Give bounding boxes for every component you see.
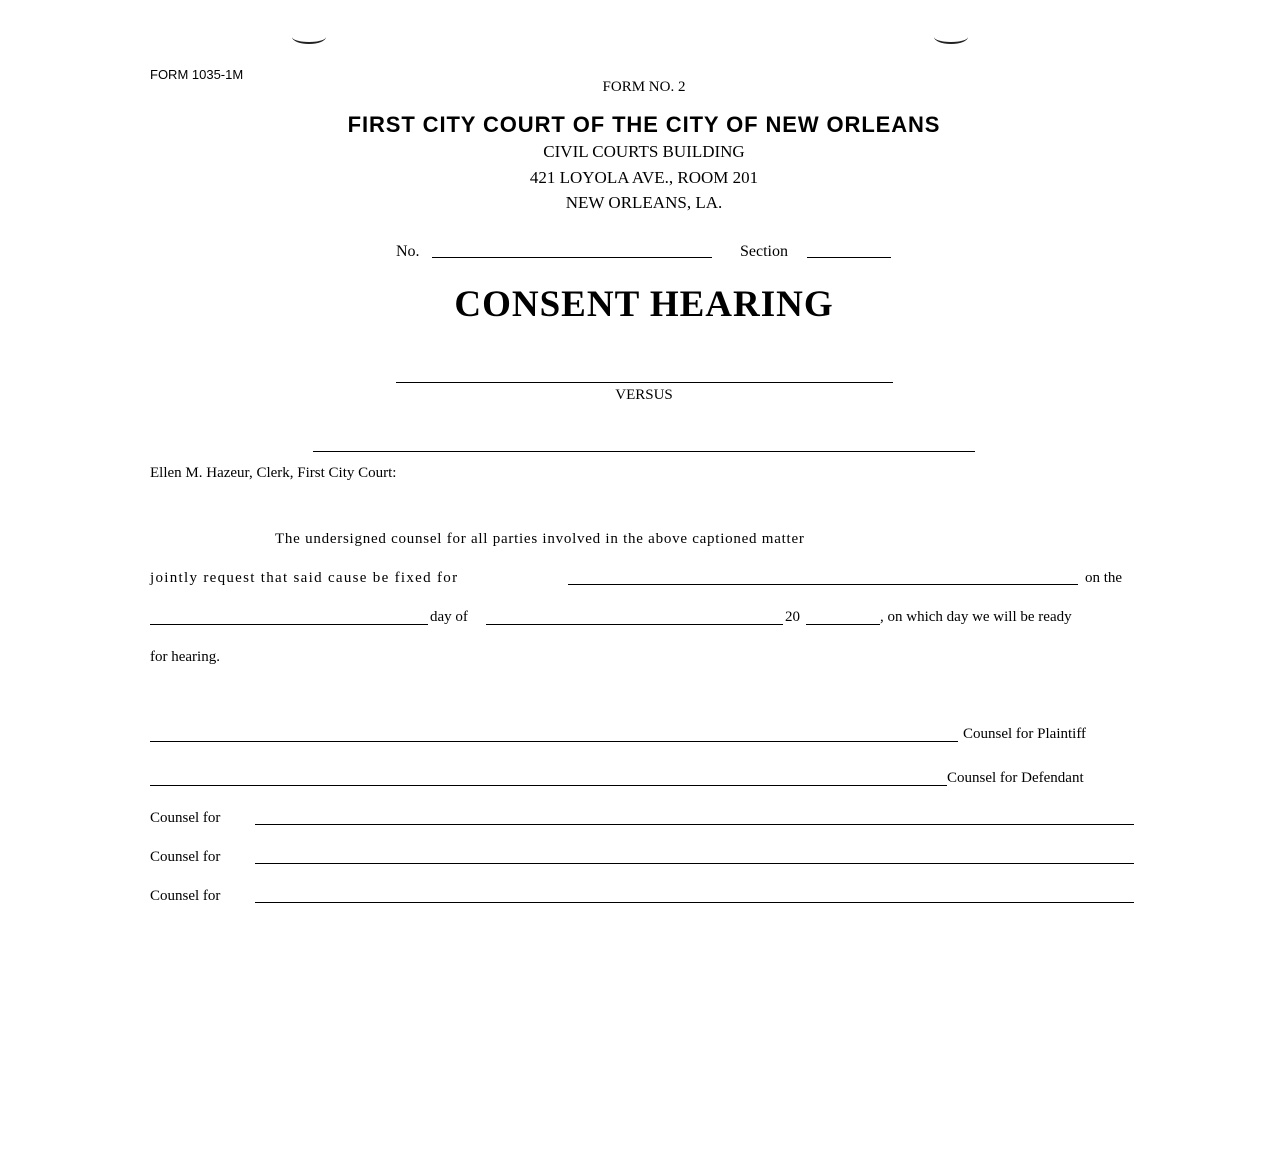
defendant-counsel-signature[interactable] [150,785,947,786]
defendant-counsel-label: Counsel for Defendant [947,770,1084,786]
body-line-3-suffix: , on which day we will be ready [880,609,1072,625]
body-line-4: for hearing. [150,649,220,665]
day-field[interactable] [150,624,428,625]
body-line-2-prefix: jointly request that said cause be fixed for [150,570,459,586]
defendant-field[interactable] [313,451,975,452]
other-counsel-label: Counsel for [150,810,221,826]
case-no-field[interactable] [432,257,712,258]
day-of-label: day of [430,609,468,625]
versus-label: VERSUS [615,387,673,403]
other-counsel-signature[interactable] [255,824,1134,825]
court-building: CIVIL COURTS BUILDING [543,142,745,161]
year-field[interactable] [806,624,880,625]
form-code: FORM 1035-1M [150,67,244,82]
year-prefix: 20 [785,609,800,625]
section-label: Section [740,243,788,260]
punch-hole-mark [292,30,326,44]
section-field[interactable] [807,257,891,258]
court-city: NEW ORLEANS, LA. [565,193,723,212]
punch-hole-mark [934,30,968,44]
plaintiff-field[interactable] [396,382,893,383]
plaintiff-counsel-signature[interactable] [150,741,958,742]
body-line-1: The undersigned counsel for all parties involved in the above captioned matter [275,531,805,547]
fixed-for-field[interactable] [568,584,1078,585]
form-number: FORM NO. 2 [602,79,686,95]
other-counsel-label: Counsel for [150,849,221,865]
body-line-2-suffix: on the [1085,570,1123,586]
other-counsel-signature[interactable] [255,902,1134,903]
plaintiff-counsel-label: Counsel for Plaintiff [963,726,1087,742]
case-no-label: No. [396,243,420,260]
court-name: FIRST CITY COURT OF THE CITY OF NEW ORLEANS [347,112,941,137]
addressee: Ellen M. Hazeur, Clerk, First City Court: [150,465,397,481]
month-field[interactable] [486,624,783,625]
document-title: CONSENT HEARING [454,284,834,325]
court-address: 421 LOYOLA AVE., ROOM 201 [529,168,759,187]
other-counsel-signature[interactable] [255,863,1134,864]
other-counsel-label: Counsel for [150,888,221,904]
